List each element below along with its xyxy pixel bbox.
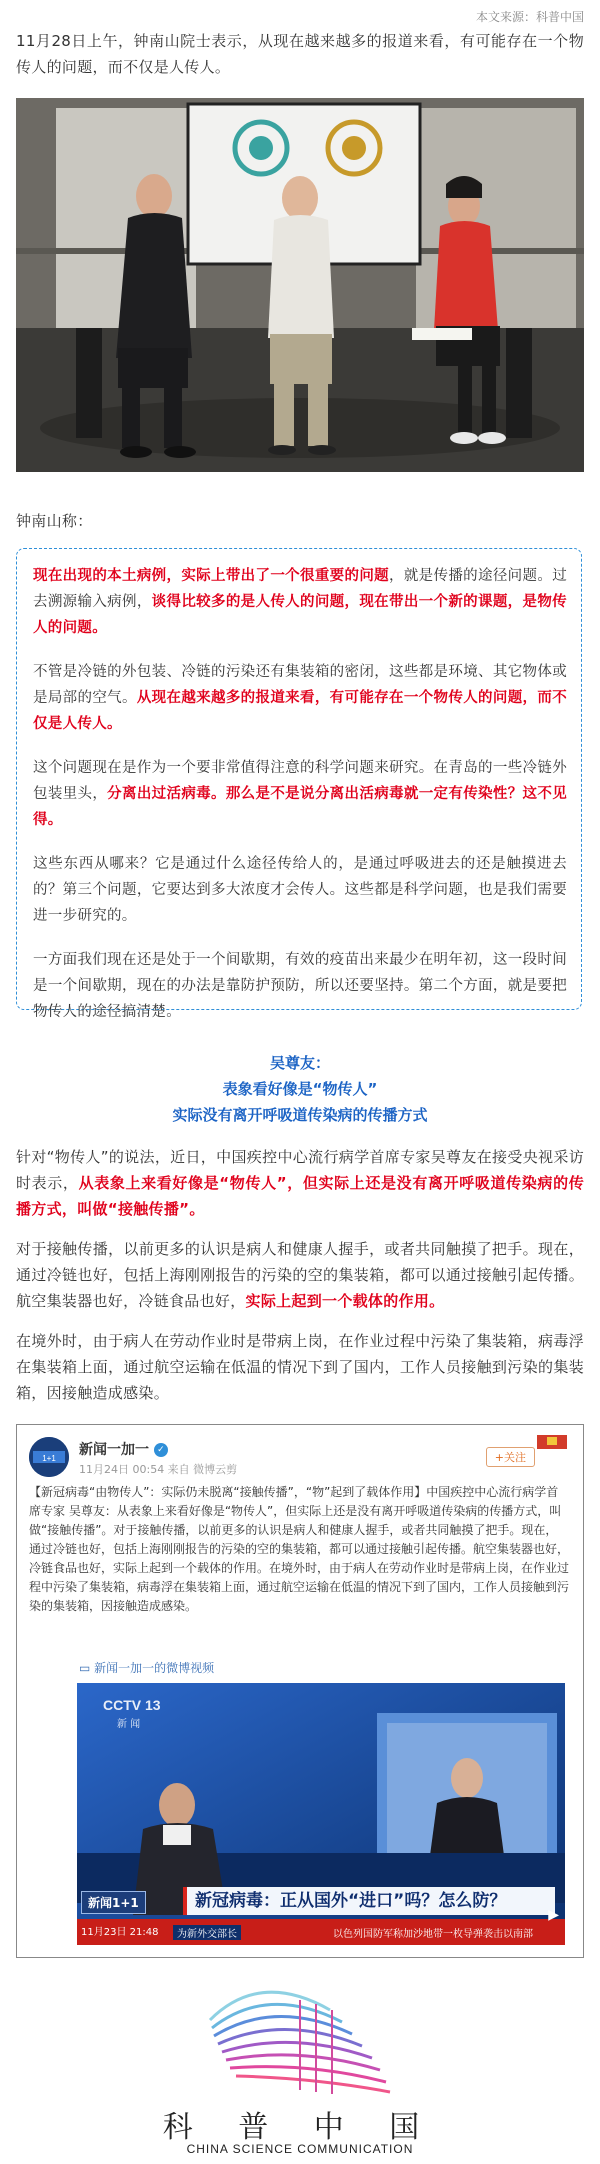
section-heading-line-1: 吴尊友： xyxy=(269,1054,330,1072)
quote-p1-red-2: 谈得比较多的是人传人的问题，现在带出一个新的课题，是物传人的问题。 xyxy=(33,594,567,636)
video-link-icon: ▭ xyxy=(79,1661,95,1675)
source-label: 本文来源：科普中国 xyxy=(475,10,584,24)
quote-box xyxy=(16,548,582,1020)
intro-paragraph: 11月28日上午，钟南山院士表示，从现在越来越多的报道来看，有可能存在一个物传人的问题，而不仅是人传人。 xyxy=(16,32,584,76)
interview-photo xyxy=(16,98,584,472)
quote-p1-red-1: 现在出现的本土病例，实际上带出了一个很重要的问题 xyxy=(33,568,390,584)
avatar[interactable] xyxy=(29,1437,69,1477)
news-logo-icon xyxy=(29,1437,69,1477)
weibo-meta: 11月24日 00:54 来自 微博云剪 xyxy=(79,1463,238,1476)
contact-paragraph-normal: 对于接触传播，以前更多的认识是病人和健康人握手，或者共同触摸了把手。现在，通过冷链也好，包括上海刚刚报告的污染的空的集装箱，都可以通过接触引起传播。航空集装器也好，冷链食品也好， xyxy=(16,1240,584,1310)
section-heading-line-2: 表象看好像是“物传人” xyxy=(222,1080,378,1098)
follow-button[interactable]: +关注 xyxy=(486,1447,535,1467)
quote-p1-normal: ，就是传播的途径问题。过去溯源输入病例， xyxy=(33,568,567,610)
section-heading-line-3: 实际没有离开呼吸道传染病的传播方式 xyxy=(172,1106,428,1124)
quote-p3-red: 分离出过活病毒。那么是不是说分离出活病毒就一定有传染性？这不见得。 xyxy=(33,786,567,828)
interview-photo-illustration xyxy=(16,98,584,472)
quote-p3-normal: 这个问题现在是作为一个要非常值得注意的科学问题来研究。在青岛的一些冷链外包装里头， xyxy=(33,760,567,802)
program-logo: 新闻1+1 xyxy=(81,1891,146,1914)
wu-paragraph-red: 从表象上来看好像是“物传人”，但实际上还是没有离开呼吸道传染病的传播方式，叫做“接触传播”。 xyxy=(16,1174,585,1218)
decorative-ribbon-icon xyxy=(535,1433,571,1455)
weibo-account-label: 新闻一加一 xyxy=(79,1442,149,1458)
contact-paragraph-red: 实际上起到一个载体的作用。 xyxy=(245,1292,445,1310)
video-headline: 新冠病毒：正从国外“进口”吗？怎么防？ xyxy=(183,1887,555,1915)
quote-paragraph-3 xyxy=(33,755,567,833)
wu-paragraph-normal: 针对“物传人”的说法，近日，中国疾控中心流行病学首席专家吴尊友在接受央视采访时表示， xyxy=(16,1148,584,1192)
science-china-logo xyxy=(0,1980,600,2160)
weibo-video-link[interactable] xyxy=(79,1659,214,1676)
zhong-label: 钟南山称： xyxy=(16,512,93,530)
cctv-channel-sub: 新 闻 xyxy=(117,1719,141,1730)
logo-chinese-text: 科 普 中 国 xyxy=(162,2110,438,2145)
logo-english-text: CHINA SCIENCE COMMUNICATION xyxy=(186,2142,414,2156)
weibo-account-name[interactable] xyxy=(79,1439,168,1459)
video-ticker-text: 以色列国防军称加沙地带一枚导弹袭击以南部 xyxy=(333,1929,533,1940)
cctv-channel-label: CCTV 13 xyxy=(103,1697,161,1713)
quote-paragraph-1 xyxy=(33,563,567,641)
contact-paragraph xyxy=(16,1236,584,1314)
abroad-paragraph: 在境外时，由于病人在劳动作业时是带病上岗，在作业过程中污染了集装箱，病毒浮在集装箱上面，通过航空运输在低温的情况下到了国内，工作人员接触到污染的集装箱，因接触造成感染。 xyxy=(16,1332,584,1402)
quote-p2-red: 从现在越来越多的报道来看，有可能存在一个物传人的问题，而不仅是人传人。 xyxy=(33,690,567,732)
weibo-video-link-label: 新闻一加一的微博视频 xyxy=(94,1661,215,1675)
video-ticker-left: 为新外交部长 xyxy=(173,1925,241,1940)
quote-paragraph-5: 一方面我们现在还是处于一个间歇期，有效的疫苗出来最少在明年初，这一段时间是一个间歇期，现在的办法是靠防护预防，所以还要坚持。第二个方面，就是要把物传人的途径搞清楚。 xyxy=(33,952,567,1020)
quote-p2-normal: 不管是冷链的外包装、冷链的污染还有集装箱的密闭，这些都是环境、其它物体或是局部的空气。 xyxy=(33,664,567,706)
verified-icon: ✓ xyxy=(154,1443,168,1457)
play-icon[interactable]: ▶ xyxy=(548,1907,559,1923)
video-date: 11月23日 21:48 xyxy=(81,1927,159,1938)
wu-paragraph xyxy=(16,1144,584,1222)
svg-text:1+1: 1+1 xyxy=(42,1454,56,1463)
weibo-post-text: 【新冠病毒“由物传人”：实际仍未脱离“接触传播”，“物”起到了载体作用】中国疾控中心流行病学首席专家 吴尊友：从表象上来看好像是“物传人”，但实际上还是没有离开呼吸道传染病的传播方式，叫做“接触传播”。对于接触传播，以前更多的认识是病人和健康人握手，或者共同触摸了把手。现在，通过冷链也好，包括上海刚刚报告的污染的空的集装箱，都可以通过接触引起传播。航空集装器也好，冷链食品也好，实际上起到一个载体的作用。在境外时，由于病人在劳动作业时是带病上岗，在作业过程中污染了集装箱，病毒浮在集装箱上面，通过航空运输在低温的情况下到了国内，工作人员接触到污染的集装箱，因接触造成感染。 xyxy=(29,1485,570,1613)
quote-paragraph-2 xyxy=(33,659,567,737)
logo-mark-icon xyxy=(0,1980,600,2100)
weibo-card[interactable] xyxy=(16,1424,584,1958)
quote-paragraph-4: 这些东西从哪来？它是通过什么途径传给人的，是通过呼吸进去的还是触摸进去的？第三个问题，它要达到多大浓度才会传人。这些都是科学问题，也是我们需要进一步研究的。 xyxy=(33,856,567,924)
video-thumbnail[interactable] xyxy=(77,1683,565,1945)
